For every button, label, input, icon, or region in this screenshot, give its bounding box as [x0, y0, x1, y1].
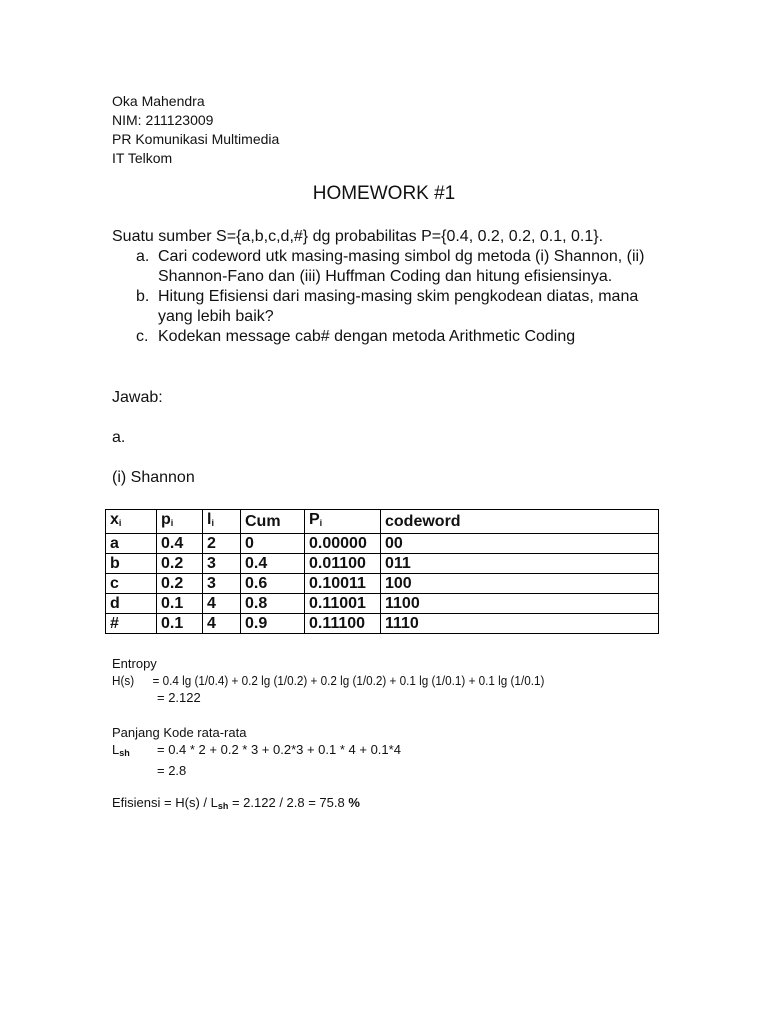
table-header-cell: $p_i$: [157, 510, 203, 534]
table-cell: 011: [381, 554, 659, 574]
table-cell: 0: [241, 534, 305, 554]
question-item: [112, 287, 672, 327]
table-header-cell: $P_i$: [305, 510, 381, 534]
table-cell: 3: [203, 574, 241, 594]
table-cell: 0.4: [157, 534, 203, 554]
table-cell: 0.11001: [305, 594, 381, 614]
table-cell: 2: [203, 534, 241, 554]
question-label: b.: [136, 288, 150, 305]
author-header: [112, 92, 279, 168]
problem-statement: [112, 227, 672, 347]
question-list: [112, 247, 672, 347]
question-text: Hitung Efisiensi dari masing-masing skim pengkodean diatas, mana yang lebih baik?: [158, 288, 639, 325]
table-cell: 0.00000: [305, 534, 381, 554]
table-cell: 0.01100: [305, 554, 381, 574]
efficiency-line: Efisiensi = $H(s) / L_{sh} = 2.122 / 2.8 = 75.8$ %: [112, 795, 360, 811]
table-cell: #: [106, 614, 157, 634]
table-cell: 0.8: [241, 594, 305, 614]
table-cell: 4: [203, 594, 241, 614]
shannon-table: [105, 509, 659, 634]
student-id: NIM: 211123009: [112, 112, 214, 128]
table-cell: 0.9: [241, 614, 305, 634]
table-header-row: [106, 510, 659, 534]
average-length-formula-line: [112, 741, 401, 762]
table-cell: 0.6: [241, 574, 305, 594]
question-item: [112, 327, 672, 347]
average-length-lhs: $L_{sh}$: [112, 742, 130, 758]
table-header-cell: Cum: [241, 510, 305, 534]
table-cell: 1110: [381, 614, 659, 634]
answer-part-label: a.: [112, 429, 126, 446]
entropy-label: Entropy: [112, 656, 157, 671]
average-length-section: [112, 724, 401, 779]
average-length-result: = 2.8: [157, 763, 187, 778]
table-cell: b: [106, 554, 157, 574]
table-cell: 0.10011: [305, 574, 381, 594]
table-header-cell: $l_i$: [203, 510, 241, 534]
table-cell: 0.4: [241, 554, 305, 574]
entropy-result: = 2.122: [157, 690, 201, 705]
table-cell: 4: [203, 614, 241, 634]
entropy-formula-line: [112, 672, 544, 689]
average-length-expression: = 0.4 * 2 + 0.2 * 3 + 0.2*3 + 0.1 * 4 + 0.1*4: [157, 742, 401, 757]
table-cell: 3: [203, 554, 241, 574]
question-text: Kodekan message cab# dengan metoda Arithmetic Coding: [158, 328, 576, 345]
question-text: Cari codeword utk masing-masing simbol dg metoda (i) Shannon, (ii) Shannon-Fano dan (iii) Huffman Coding dan hitung efisiensinya.: [158, 248, 645, 285]
question-item: [112, 247, 672, 287]
table-cell: d: [106, 594, 157, 614]
table-cell: 0.2: [157, 574, 203, 594]
table-cell: 00: [381, 534, 659, 554]
table-cell: 0.2: [157, 554, 203, 574]
entropy-section: [112, 655, 592, 706]
question-label: c.: [136, 328, 149, 345]
table-cell: 100: [381, 574, 659, 594]
shannon-heading: (i) Shannon: [112, 469, 195, 486]
table-row: [106, 574, 659, 594]
average-length-label: Panjang Kode rata-rata: [112, 725, 247, 740]
author-name: Oka Mahendra: [112, 93, 205, 109]
table-row: [106, 614, 659, 634]
entropy-expression: = 0.4 lg (1/0.4) + 0.2 lg (1/0.2) + 0.2 lg (1/0.2) + 0.1 lg (1/0.1) + 0.1 lg (1/0.1): [152, 673, 545, 688]
table-cell: 0.11100: [305, 614, 381, 634]
table-cell: c: [106, 574, 157, 594]
table-cell: 0.1: [157, 614, 203, 634]
table-cell: a: [106, 534, 157, 554]
question-label: a.: [136, 248, 150, 265]
table-header-cell: codeword: [381, 510, 659, 534]
table-cell: 0.1: [157, 594, 203, 614]
entropy-lhs: H(s): [112, 673, 135, 688]
table-row: [106, 554, 659, 574]
answer-heading: Jawab:: [112, 389, 163, 406]
institution-name: IT Telkom: [112, 150, 173, 166]
table-header-cell: $x_i$: [106, 510, 157, 534]
course-name: PR Komunikasi Multimedia: [112, 131, 280, 147]
table-row: [106, 534, 659, 554]
table-row: [106, 594, 659, 614]
page-title: HOMEWORK #1: [312, 183, 456, 204]
table-cell: 1100: [381, 594, 659, 614]
problem-intro: Suatu sumber S={a,b,c,d,#} dg probabilitas P={0.4, 0.2, 0.2, 0.1, 0.1}.: [112, 228, 604, 245]
